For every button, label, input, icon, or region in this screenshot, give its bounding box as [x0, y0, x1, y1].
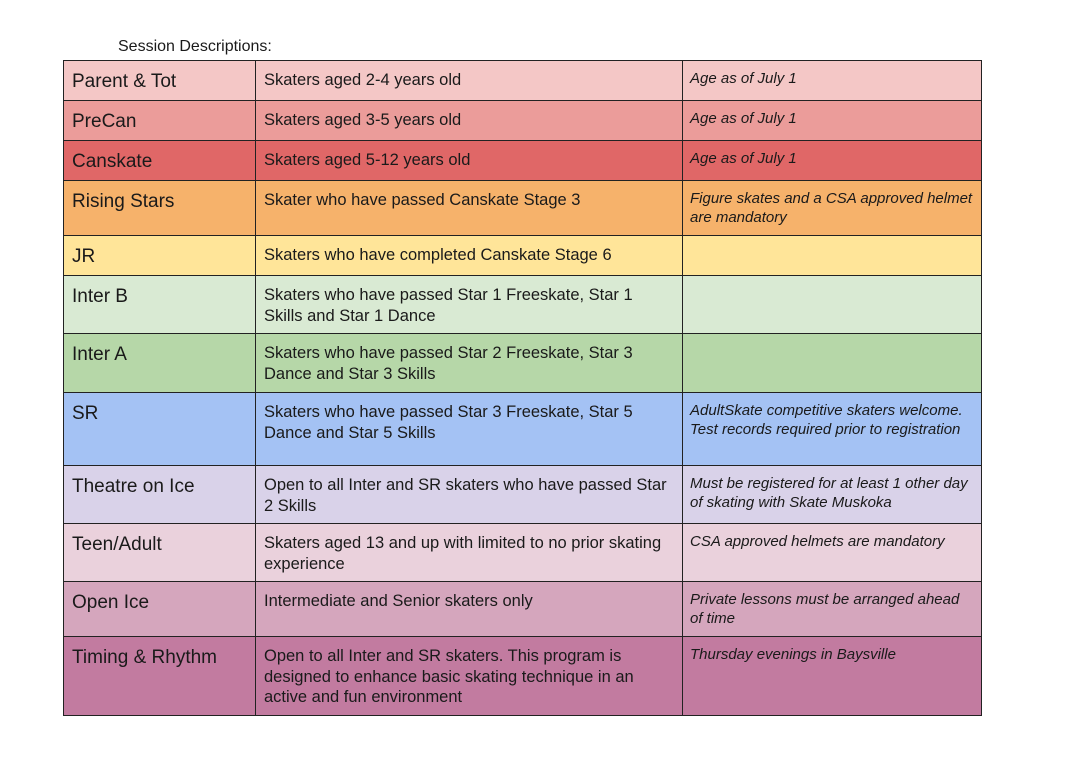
session-name-cell: Open Ice: [64, 582, 256, 637]
session-description-cell: Skaters aged 2-4 years old: [256, 61, 683, 101]
session-note-cell: AdultSkate competitive skaters welcome. Test records required prior to registration: [683, 393, 982, 466]
session-name-cell: Parent & Tot: [64, 61, 256, 101]
session-name-cell: SR: [64, 393, 256, 466]
section-heading: Session Descriptions:: [118, 38, 272, 55]
session-description-cell: Skaters who have completed Canskate Stage 6: [256, 236, 683, 276]
session-name-cell: Timing & Rhythm: [64, 637, 256, 716]
session-note-cell: Figure skates and a CSA approved helmet are mandatory: [683, 181, 982, 236]
session-name-cell: Inter B: [64, 276, 256, 334]
session-name-cell: Rising Stars: [64, 181, 256, 236]
session-name-cell: Theatre on Ice: [64, 466, 256, 524]
session-note-cell: Private lessons must be arranged ahead of time: [683, 582, 982, 637]
session-name-cell: Canskate: [64, 141, 256, 181]
table-row: [64, 141, 982, 181]
session-description-cell: Skater who have passed Canskate Stage 3: [256, 181, 683, 236]
table-row: [64, 61, 982, 101]
session-note-cell: [683, 236, 982, 276]
session-description-cell: Intermediate and Senior skaters only: [256, 582, 683, 637]
table-row: [64, 101, 982, 141]
table-row: [64, 466, 982, 524]
session-name-cell: Teen/Adult: [64, 524, 256, 582]
table-row: [64, 637, 982, 716]
session-note-cell: Must be registered for at least 1 other day of skating with Skate Muskoka: [683, 466, 982, 524]
session-description-cell: Skaters who have passed Star 3 Freeskate, Star 5 Dance and Star 5 Skills: [256, 393, 683, 466]
table-row: [64, 236, 982, 276]
table-row: [64, 582, 982, 637]
session-description-cell: Open to all Inter and SR skaters who have passed Star 2 Skills: [256, 466, 683, 524]
session-description-cell: Skaters aged 5-12 years old: [256, 141, 683, 181]
session-name-cell: PreCan: [64, 101, 256, 141]
table-row: [64, 524, 982, 582]
session-note-cell: Age as of July 1: [683, 101, 982, 141]
session-description-cell: Open to all Inter and SR skaters. This program is designed to enhance basic skating technique in an active and fun environment: [256, 637, 683, 716]
session-description-cell: Skaters aged 13 and up with limited to no prior skating experience: [256, 524, 683, 582]
session-note-cell: CSA approved helmets are mandatory: [683, 524, 982, 582]
session-note-cell: [683, 276, 982, 334]
session-note-cell: Thursday evenings in Baysville: [683, 637, 982, 716]
session-description-cell: Skaters who have passed Star 1 Freeskate, Star 1 Skills and Star 1 Dance: [256, 276, 683, 334]
table-row: [64, 181, 982, 236]
session-name-cell: JR: [64, 236, 256, 276]
session-note-cell: [683, 334, 982, 393]
session-descriptions-table: [63, 60, 982, 716]
session-name-cell: Inter A: [64, 334, 256, 393]
session-note-cell: Age as of July 1: [683, 61, 982, 101]
table-row: [64, 393, 982, 466]
session-description-cell: Skaters aged 3-5 years old: [256, 101, 683, 141]
session-note-cell: Age as of July 1: [683, 141, 982, 181]
table-row: [64, 276, 982, 334]
table-row: [64, 334, 982, 393]
session-description-cell: Skaters who have passed Star 2 Freeskate, Star 3 Dance and Star 3 Skills: [256, 334, 683, 393]
